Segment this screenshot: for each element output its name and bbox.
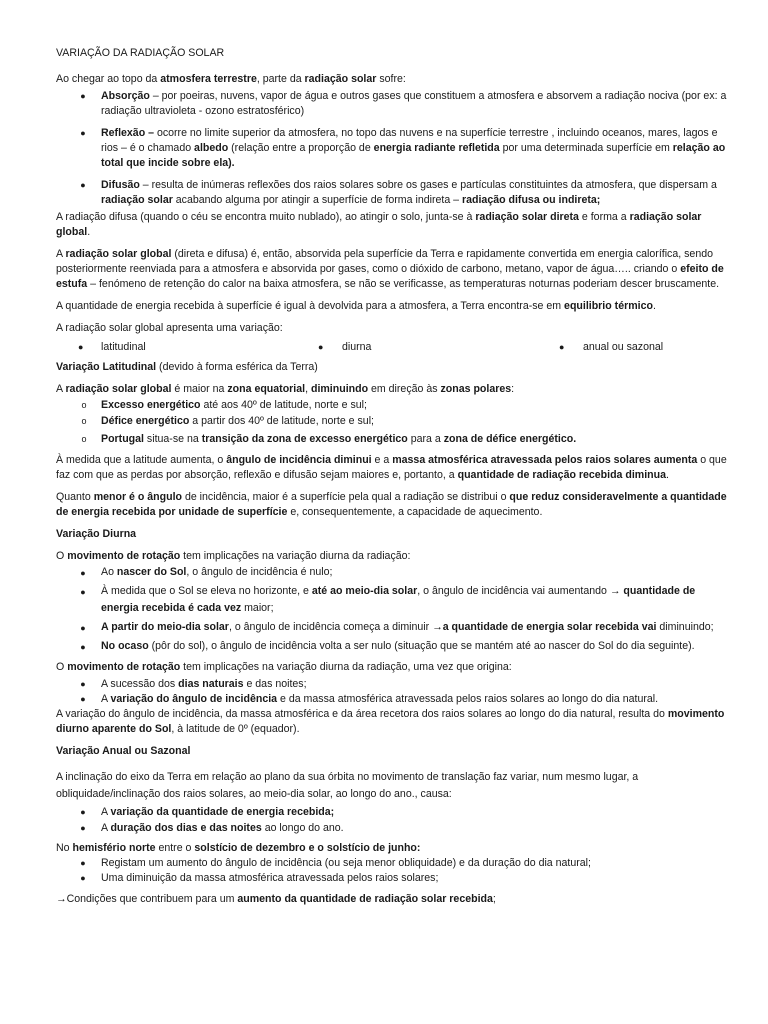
paragraph-anual1: A inclinação do eixo da Terra em relação ao plano da sua órbita no movimento de translação faz variar, num mesmo lugar, a obliquidade/inclinação dos raios solares, ao meio-dia solar, ao longo do ano., causa: xyxy=(56,771,639,800)
intro-paragraph: Ao chegar ao topo da atmosfera terrestre, parte da radiação solar sofre: xyxy=(56,73,406,85)
heading-latitudinal: Variação Latitudinal (devido à forma esférica da Terra) xyxy=(56,361,318,373)
paragraph-lat3: Quanto menor é o ângulo de incidência, maior é a superfície pela qual a radiação se distribui o que reduz consideravelmente a quantidade de energia recebida por unidade de superfície e, consequentemente, a capacidade de aquecimento. xyxy=(56,491,727,518)
variation-type: anual ou sazonal xyxy=(583,341,664,353)
circle-bullet-icon: o xyxy=(81,400,87,410)
bullet-icon: ● xyxy=(80,623,86,633)
paragraph-condicoes: →Condições que contribuem para um aumento da quantidade de radiação solar recebida; xyxy=(56,893,496,905)
bullet-icon: ● xyxy=(80,91,86,101)
paragraph-diurna2: O movimento de rotação tem implicações na variação diurna da radiação, uma vez que origina: xyxy=(56,661,512,673)
bullet-icon: ● xyxy=(80,679,86,689)
bullet-icon: ● xyxy=(318,342,324,352)
list-item: ● Difusão – resulta de inúmeras reflexões dos raios solares sobre os gases e partículas constituintes da atmosfera, que dispersam a radiação solar acabando alguma por atingir a superfície de forma indireta – radiação difusa ou indireta; xyxy=(56,178,728,208)
list-item: ● À medida que o Sol se eleva no horizonte, e até ao meio-dia solar, o ângulo de incidência vai aumentando → quantidade de energia recebida é cada vez maior; xyxy=(56,583,728,617)
list-item: ● Uma diminuição da massa atmosférica atravessada pelos raios solares; xyxy=(56,871,728,886)
diurna-list xyxy=(56,564,728,655)
bullet-icon: ● xyxy=(78,342,84,352)
list-item: ● No ocaso (pôr do sol), o ângulo de incidência volta a ser nulo (situação que se mantém até ao nascer do Sol do dia seguinte). xyxy=(56,638,728,655)
list-item: ● Registam um aumento do ângulo de incidência (ou seja menor obliquidade) e da duração do dia natural; xyxy=(56,856,728,871)
paragraph-lat: A radiação solar global é maior na zona equatorial, diminuindo em direção às zonas polares: xyxy=(56,383,515,395)
page-title: VARIAÇÃO DA RADIAÇÃO SOLAR xyxy=(56,47,225,59)
bullet-icon: ● xyxy=(80,568,86,578)
list-item: o Défice energético a partir dos 40º de latitude, norte e sul; xyxy=(56,413,728,429)
lat-list xyxy=(56,397,728,447)
paragraph-variacao: A radiação solar global apresenta uma variação: xyxy=(56,322,283,334)
paragraph-equilibrio: A quantidade de energia recebida à superfície é igual à devolvida para a atmosfera, a Terra encontra-se em equilibrio térmico. xyxy=(56,300,656,312)
bullet-icon: ● xyxy=(80,823,86,833)
bullet-icon: ● xyxy=(80,694,86,704)
list-item: ● A variação da quantidade de energia recebida; xyxy=(56,804,728,820)
list-item: ● A duração dos dias e das noites ao longo do ano. xyxy=(56,820,728,836)
process-list xyxy=(56,89,728,208)
paragraph-diurna1: O movimento de rotação tem implicações na variação diurna da radiação: xyxy=(56,550,411,562)
hemisferio-list xyxy=(56,856,728,886)
circle-bullet-icon: o xyxy=(81,434,87,444)
paragraph-hemisferio: No hemisfério norte entre o solstício de dezembro e o solstício de junho: xyxy=(56,842,421,854)
bullet-icon: ● xyxy=(80,587,86,597)
list-item: ● A partir do meio-dia solar, o ângulo de incidência começa a diminuir →a quantidade de energia solar recebida vai diminuindo; xyxy=(56,619,728,636)
list-item: ● A sucessão dos dias naturais e das noites; xyxy=(56,677,728,692)
variation-type: latitudinal xyxy=(101,341,146,353)
paragraph-lat2: À medida que a latitude aumenta, o ângulo de incidência diminui e a massa atmosférica atravessada pelos raios solares aumenta o que faz com que as perdas por absorção, reflexão e difusão sejam maiores e, portanto, a quantidade de radiação recebida diminua. xyxy=(56,454,727,481)
list-item: ● A variação do ângulo de incidência e da massa atmosférica atravessada pelos raios solares ao longo do dia natural. xyxy=(56,692,728,707)
circle-bullet-icon: o xyxy=(81,416,87,426)
heading-anual: Variação Anual ou Sazonal xyxy=(56,745,191,757)
list-item: o Excesso energético até aos 40º de latitude, norte e sul; xyxy=(56,397,728,413)
paragraph-global: A radiação solar global (direta e difusa) é, então, absorvida pela superfície da Terra e rapidamente convertida em energia calorífica, sendo posteriormente reenviada para a atmosfera e absorvida por gases, como o dióxido de carbono, metano, vapor de água….. criando o efeito de estufa – fenómeno de retenção do calor na baixa atmosfera, se não se verificasse, as temperaturas noturnas poderiam descer bruscamente. xyxy=(56,248,724,290)
bullet-icon: ● xyxy=(80,873,86,883)
bullet-icon: ● xyxy=(80,128,86,138)
bullet-icon: ● xyxy=(80,642,86,652)
variation-type: diurna xyxy=(342,341,372,353)
document-page xyxy=(56,46,728,907)
heading-diurna: Variação Diurna xyxy=(56,528,137,540)
paragraph-difusa: A radiação difusa (quando o céu se encontra muito nublado), ao atingir o solo, junta-se à radiação solar direta e forma a radiação solar global. xyxy=(56,211,702,238)
list-item: ● Reflexão – ocorre no limite superior da atmosfera, no topo das nuvens e na superfície terrestre , incluindo oceanos, mares, lagos e rios – é o chamado albedo (relação entre a proporção de energia radiante refletida por uma determinada superfície em relação ao total que incide sobre ela). xyxy=(56,126,728,171)
bullet-icon: ● xyxy=(80,858,86,868)
bullet-icon: ● xyxy=(80,180,86,190)
diurna-list-2 xyxy=(56,677,728,707)
paragraph-diurna3: A variação do ângulo de incidência, da massa atmosférica e da área recetora dos raios solares ao longo do dia natural, resulta do movimento diurno aparente do Sol, à latitude de 0º (equador). xyxy=(56,708,725,735)
list-item: ● Ao nascer do Sol, o ângulo de incidência é nulo; xyxy=(56,564,728,581)
anual-list xyxy=(56,804,728,836)
list-item: o Portugal situa-se na transição da zona de excesso energético para a zona de défice energético. xyxy=(56,431,728,447)
variation-types-row xyxy=(56,340,728,355)
bullet-icon: ● xyxy=(559,342,565,352)
bullet-icon: ● xyxy=(80,807,86,817)
list-item: ● Absorção – por poeiras, nuvens, vapor de água e outros gases que constituem a atmosfera e absorvem a radiação nociva (por ex: a radiação ultravioleta - ozono estratosférico) xyxy=(56,89,728,119)
